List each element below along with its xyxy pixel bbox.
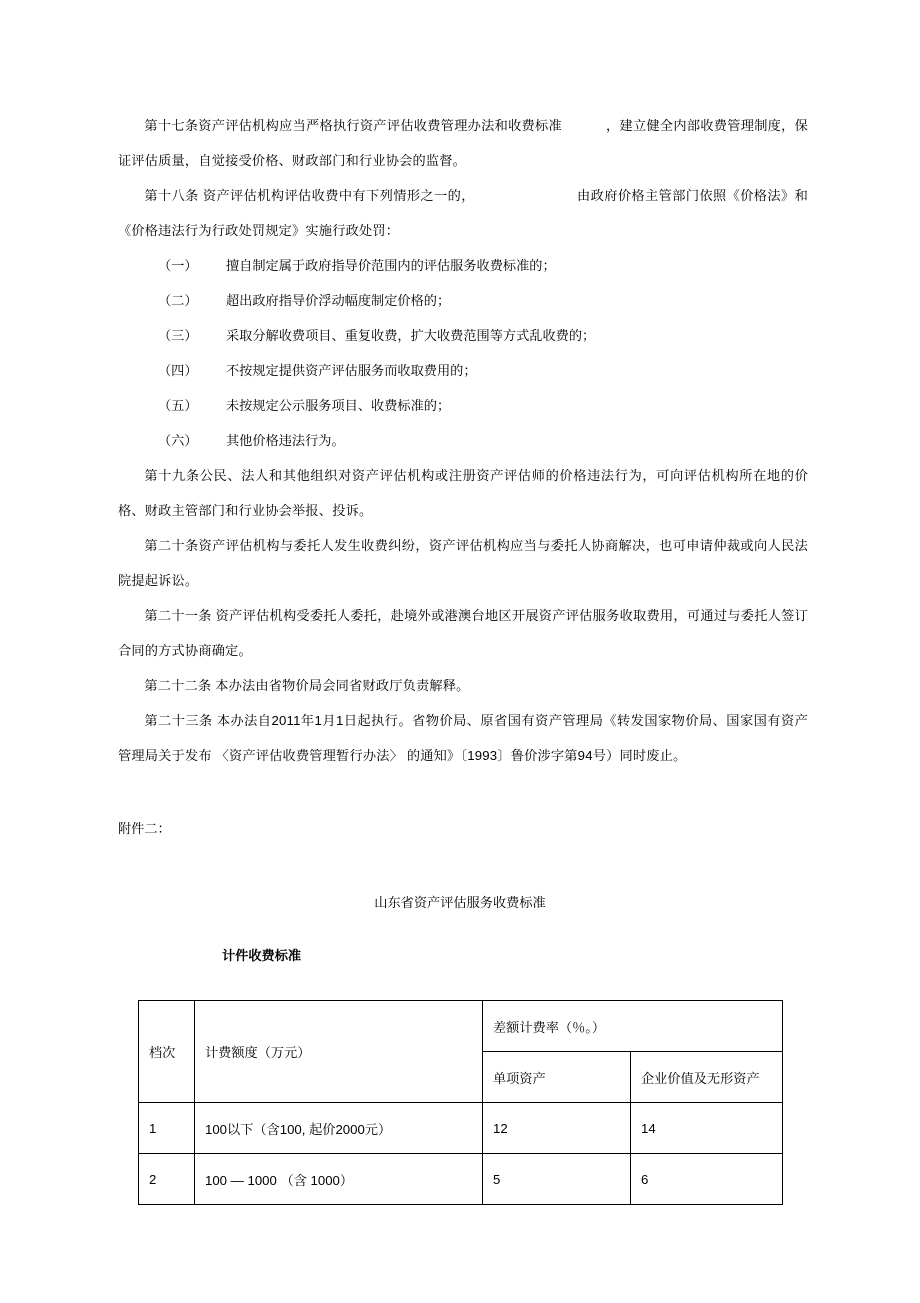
list-item [118,283,808,318]
paragraph-article-19: 第十九条公民、法人和其他组织对资产评估机构或注册资产评估师的价格违法行为，可向评估机构所在地的价格、财政主管部门和行业协会举报、投诉。 [118,468,808,518]
fee-standard-table [138,1000,783,1205]
table-header-enterprise-value: 企业价值及无形资产 [631,1052,783,1103]
list-item-text: 采取分解收费项目、重复收费，扩大收费范围等方式乱收费的； [226,328,596,343]
cell-single-rate: 5 [483,1154,631,1205]
list-item-number: （五） [158,398,198,413]
table-header-amount: 计费额度（万元） [195,1001,483,1103]
article-17-text-part-1: 第十七条资产评估机构应当严格执行资产评估收费管理办法和收费标准 [144,118,562,133]
table-header-rate-group: 差额计费率（％。） [483,1001,783,1052]
list-item-number: （三） [158,328,198,343]
cell-amount: 100 — 1000 （含 1000） [195,1154,483,1205]
list-item [118,318,808,353]
list-item-number: （一） [158,258,198,273]
list-item-text: 超出政府指导价浮动幅度制定价格的； [226,293,451,308]
list-item-number: （六） [158,433,198,448]
paragraph-article-20: 第二十条资产评估机构与委托人发生收费纠纷，资产评估机构应当与委托人协商解决，也可申请仲裁或向人民法院提起诉讼。 [118,538,808,588]
table-caption: 计件收费标准 [222,948,302,963]
cell-enterprise-rate: 14 [631,1103,783,1154]
list-item [118,353,808,388]
list-item-number: （二） [158,293,198,308]
table-row [139,1154,783,1205]
list-item [118,388,808,423]
list-item-text: 擅自制定属于政府指导价范围内的评估服务收费标准的； [226,258,556,273]
list-item-text: 不按规定提供资产评估服务而收取费用的； [226,363,477,378]
table-header-single-asset: 单项资产 [483,1052,631,1103]
cell-amount: 100以下（含100, 起价2000元） [195,1103,483,1154]
table-header-rank: 档次 [139,1001,195,1103]
cell-enterprise-rate: 6 [631,1154,783,1205]
paragraph-article-17 [118,108,808,178]
table-header-row-1 [139,1001,783,1052]
cell-rank: 1 [139,1103,195,1154]
cell-single-rate: 12 [483,1103,631,1154]
list-item-text: 未按规定公示服务项目、收费标准的； [226,398,451,413]
attachment-label: 附件二： [118,821,171,836]
paragraph-article-23: 第二十三条 本办法自2011年1月1日起执行。省物价局、原省国有资产管理局《转发国家物价局、国家国有资产管理局关于发布 〈资产评估收费管理暂行办法〉 的通知》〔1993〕鲁价涉字第94号）同时废止。 [118,713,808,763]
cell-rank: 2 [139,1154,195,1205]
paragraph-article-22: 第二十二条 本办法由省物价局会同省财政厅负责解释。 [144,678,470,693]
list-item-text: 其他价格违法行为。 [226,433,345,448]
table-row [139,1103,783,1154]
list-item [118,248,808,283]
list-item [118,423,808,458]
article-18-item-list [118,248,808,458]
page-title: 山东省资产评估服务收费标准 [374,895,546,910]
paragraph-article-18 [118,178,808,248]
article-18-text-part-2: 由政府价格主管部门依照《价格法》和《价格违法行为行政处罚规定》实施行政处罚： [118,188,808,238]
document-body [118,108,808,773]
article-17-text-part-2: ，建立健全内部收费管理制度，保证评估质量，自觉接受价格、财政部门和行业协会的监督。 [118,118,808,168]
paragraph-article-21: 第二十一条 资产评估机构受委托人委托，赴境外或港澳台地区开展资产评估服务收取费用，可通过与委托人签订合同的方式协商确定。 [118,608,808,658]
article-18-text-part-1: 第十八条 资产评估机构评估收费中有下列情形之一的， [144,188,475,203]
list-item-number: （四） [158,363,198,378]
